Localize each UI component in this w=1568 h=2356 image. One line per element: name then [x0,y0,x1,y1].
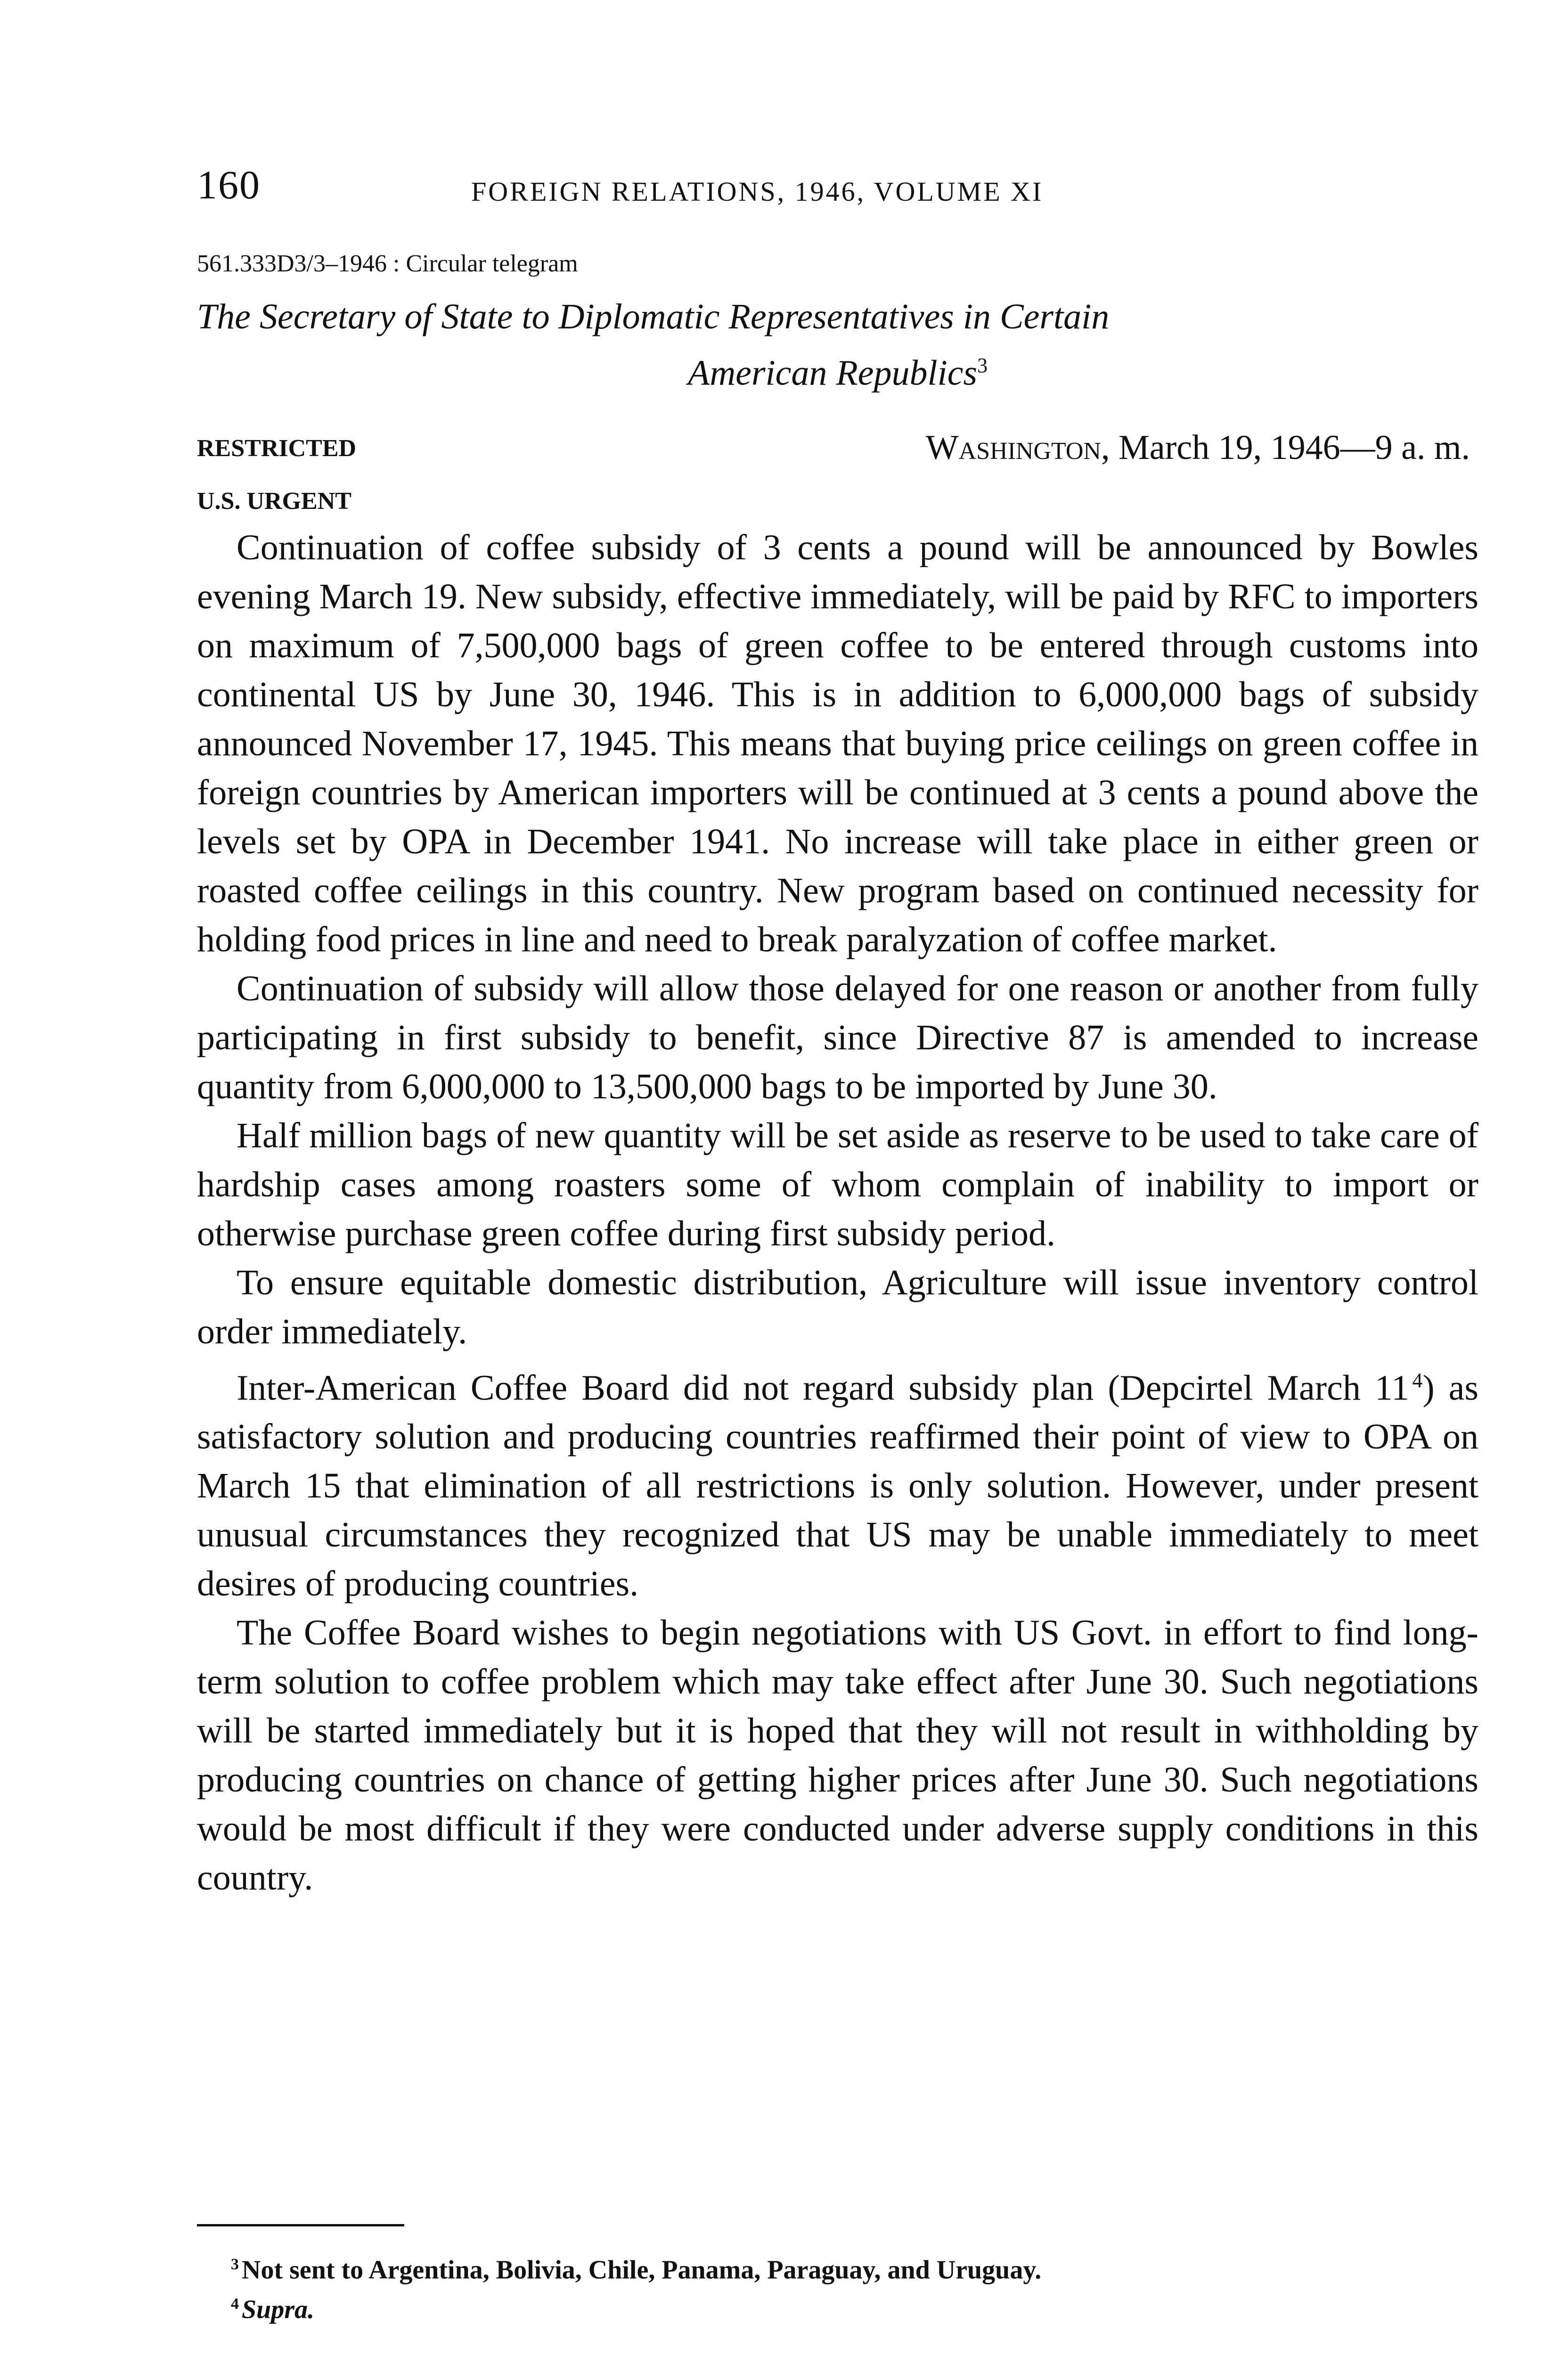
dateline-date: , March 19, 1946—9 a. m. [1101,428,1470,467]
footnote-reference-mark: 4 [1412,1369,1423,1392]
body-paragraph: Continuation of coffee subsidy of 3 cents a pound will be announced by Bowles evening March 19. New subsidy, effective immediately, will be paid by RFC to importers on maximum of 7,500,000 bags of green coffee to be entered through customs into continental US by June 30, 1946. This is in addition to 6,000,000 bags of subsidy announced November 17, 1945. This means that buying price ceilings on green coffee in foreign countries by American importers will be continued at 3 cents a pound above the levels set by OPA in December 1941. No increase will take place in either green or roasted coffee ceilings in this country. New program based on continued necessity for holding food prices in line and need to break paralyzation of coffee market. [197,528,1478,959]
body-paragraph-text: Inter-American Coffee Board did not regard subsidy plan (Depcirtel March 11 [237,1368,1410,1408]
priority-label: U.S. URGENT [197,488,351,515]
classification-label: RESTRICTED [197,435,357,462]
document-title [197,292,1478,397]
page-number: 160 [197,162,261,207]
body-paragraph: Half million bags of new quantity will be set aside as reserve to be used to take care of hardship cases among roasters some of whom complain of inability to import or otherwise purchase green coffee during first subsidy period. [197,1116,1478,1253]
footnote-mark: 4 [231,2295,239,2313]
body-paragraph: Continuation of subsidy will allow those delayed for one reason or another from fully participating in first subsidy to benefit, since Directive 87 is amended to increase quantity from 6,000,000 to 13,500,000 bags to be imported by June 30. [197,969,1478,1106]
body-paragraph-text: ) as satisfactory solution and producing countries reaffirmed their point of view to OPA on March 15 that elimination of all restrictions is only solution. However, under present unusual circumstances they recognized that US may be unable immediately to meet desires of producing countries. [197,1368,1478,1604]
body-paragraph: To ensure equitable domestic distribution, Agriculture will issue inventory control order immediately. [197,1263,1478,1351]
footnotes [231,2248,1456,2326]
telegram-body [197,523,1478,1902]
body-paragraph: The Coffee Board wishes to begin negotiations with US Govt. in effort to find long-term solution to coffee problem which may take effect after June 30. Such negotiations will be started immediately but it is hoped that they will not result in withholding by producing countries on chance of getting higher prices after June 30. Such negotiations would be most difficult if they were conducted under adverse supply conditions in this country. [197,1613,1478,1898]
title-line-2 [197,341,1478,397]
title-line-1: The Secretary of State to Diplomatic Representatives in Certain [197,297,1110,336]
footnote-mark: 3 [231,2256,239,2273]
footnote-4 [231,2287,1456,2327]
title-footnote-mark: 3 [977,354,988,377]
footnote-divider [197,2224,404,2226]
file-reference: 561.333D3/3–1946 : Circular telegram [197,250,578,277]
footnote-text: Not sent to Argentina, Bolivia, Chile, Panama, Paraguay, and Uruguay. [242,2255,1042,2285]
dateline [735,424,1470,471]
footnote-3 [231,2248,1456,2287]
body-paragraph [197,1356,1478,1608]
running-head: FOREIGN RELATIONS, 1946, VOLUME XI [471,176,1044,207]
footnote-text: Supra. [242,2295,315,2324]
title-line-2-text: American Republics [687,353,978,393]
dateline-place: Washington [925,428,1101,467]
